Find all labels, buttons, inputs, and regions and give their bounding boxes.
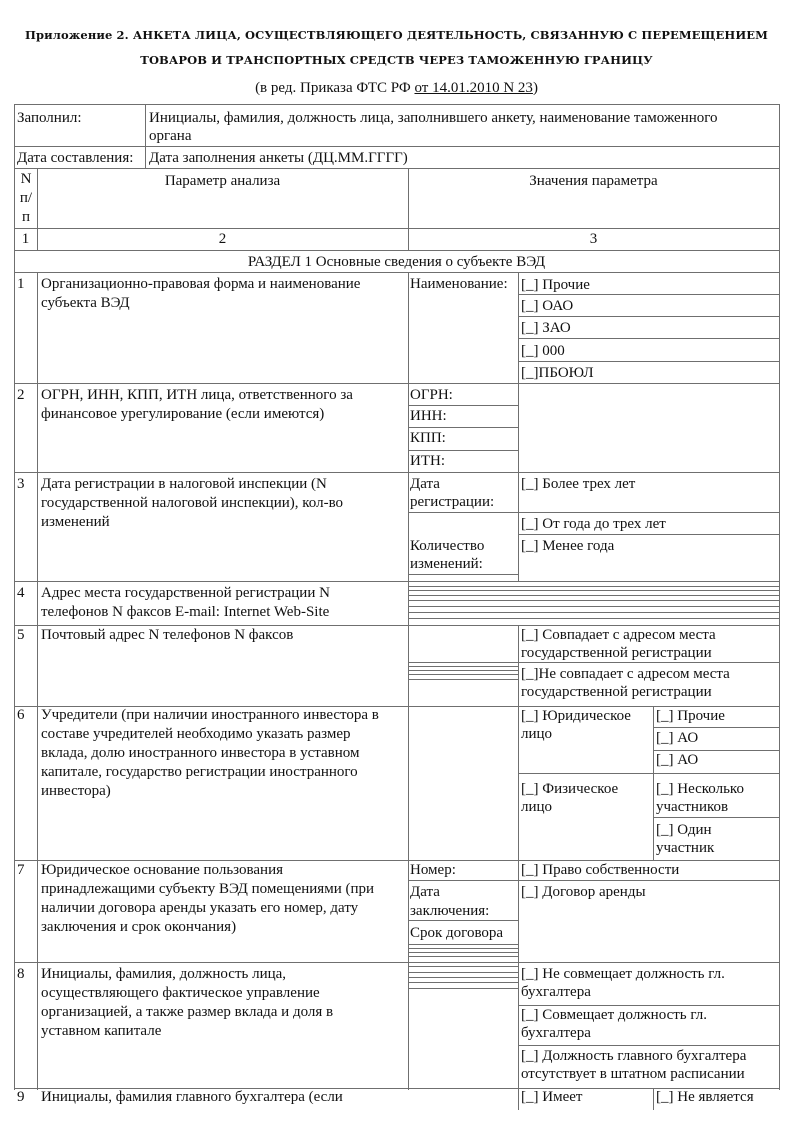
id-code-label: КПП: [410,430,446,446]
grid-rule-h [518,361,779,362]
grid-rule-v [518,472,519,581]
row-r4-parameter-line: телефонов N факсов E-mail: Internet Web-Site [41,604,330,620]
grid-rule-h [14,228,779,229]
grid-rule-h [408,982,518,983]
legal-entity-option[interactable]: [_] АО [656,730,699,746]
row-r7-parameter-line: принадлежащими субъекту ВЭД помещениями (при [41,881,375,897]
grid-rule-v [518,1088,519,1110]
filled-by-label: Заполнил: [17,110,82,126]
grid-rule-v [518,962,519,1088]
natural-person-single-line[interactable]: участник [656,840,715,856]
postal-address-option-match-line[interactable]: государственной регистрации [521,645,712,661]
founder-legal-entity-line[interactable]: лицо [521,726,553,742]
registration-age-option[interactable]: [_] Менее года [521,538,615,554]
registration-age-option[interactable]: [_] От года до трех лет [521,516,666,532]
accountant-option[interactable]: [_] Не является [656,1089,754,1105]
grid-rule-h [14,168,779,169]
org-form-option[interactable]: [_] ЗАО [521,320,571,336]
row-r8-parameter-line: уставном капитале [41,1023,162,1039]
column-index-1: 1 [21,231,30,247]
row-r1-parameter-line: субъекта ВЭД [41,295,130,311]
chief-accountant-option-line[interactable]: бухгалтера [521,984,591,1000]
founder-natural-person-line[interactable]: [_] Физическое [521,781,619,797]
row-r6-parameter-line: инвестора) [41,783,111,799]
grid-rule-h [408,606,779,607]
chief-accountant-option-line[interactable]: бухгалтера [521,1025,591,1041]
grid-rule-v [653,1088,654,1110]
grid-rule-h [518,316,779,317]
row-number: 1 [17,276,25,292]
row-r8-parameter-line: организацией, а также размер вклада и доля в [41,1004,334,1020]
grid-rule-h [14,146,779,147]
grid-rule-v [518,625,519,706]
grid-rule-v [14,104,15,1090]
id-code-label: ОГРН: [410,387,453,403]
row-r9-parameter: Инициалы, фамилия главного бухгалтера (если [41,1089,343,1105]
row-r7-parameter-line: наличии договора аренды указать его номер, дату [41,900,359,916]
name-label: Наименование: [410,276,508,292]
grid-rule-h [408,966,518,967]
grid-rule-h [518,1045,779,1046]
row-number: 3 [17,476,25,492]
grid-rule-h [408,595,779,596]
edition-suffix: ) [532,80,538,96]
grid-rule-h [518,534,779,535]
id-code-label: ИНН: [410,408,447,424]
grid-rule-h [408,679,518,680]
grid-rule-h [408,956,518,957]
row-r6-parameter-line: Учредители (при наличии иностранного инвестора в [41,707,379,723]
grid-rule-h [408,574,518,575]
chief-accountant-option-line[interactable]: [_] Не совмещает должность гл. [521,966,725,982]
grid-rule-h [14,250,779,251]
grid-rule-h [408,662,518,663]
chief-accountant-option-line[interactable]: [_] Совмещает должность гл. [521,1007,708,1023]
grid-rule-v [145,104,146,168]
id-code-label: ИТН: [410,453,445,469]
grid-rule-v [653,706,654,860]
row-r7-parameter-line: заключения и срок окончания) [41,919,237,935]
column-num-header-line: п [21,209,31,225]
postal-address-option-differ-line[interactable]: государственной регистрации [521,684,712,700]
grid-rule-v [37,272,38,1090]
row-r4-parameter-line: Адрес места государственной регистрации N [41,585,330,601]
grid-rule-h [408,512,779,513]
grid-rule-h [14,383,779,384]
grid-rule-h [408,600,779,601]
grid-rule-h [408,450,518,451]
grid-rule-h [408,952,518,953]
row-number: 2 [17,387,25,403]
grid-rule-h [408,674,518,675]
natural-person-several-line[interactable]: участников [656,799,729,815]
grid-rule-v [518,706,519,860]
column-num-header-line: N [20,171,32,187]
section-1-title: РАЗДЕЛ 1 Основные сведения о субъекте ВЭД [247,254,546,270]
chief-accountant-option-line[interactable]: отсутствует в штатном расписании [521,1066,745,1082]
grid-rule-h [408,977,518,978]
org-form-option[interactable]: [_]ПБОЮЛ [521,365,594,381]
row-number: 6 [17,707,25,723]
grid-rule-h [408,666,518,667]
grid-rule-h [14,104,779,105]
grid-rule-h [408,670,518,671]
grid-rule-h [408,944,518,945]
document-title-line-1: Приложение 2. АНКЕТА ЛИЦА, ОСУЩЕСТВЛЯЮЩЕГО ДЕЯТЕЛЬНОСТЬ, СВЯЗАННУЮ С ПЕРЕМЕЩЕНИЕМ [25,28,768,42]
row-number: 5 [17,627,25,643]
filled-by-value-line: органа [149,128,192,144]
legal-entity-option[interactable]: [_] АО [656,752,699,768]
premises-basis-option[interactable]: [_] Право собственности [521,862,680,878]
grid-rule-v [408,272,409,1090]
contract-date-label: Дата [410,884,440,900]
grid-rule-h [408,586,779,587]
changes-count-label-line: изменений: [410,556,483,572]
grid-rule-h [408,618,779,619]
grid-rule-h [14,581,779,582]
row-r2-parameter-line: ОГРН, ИНН, КПП, ИТН лица, ответственного за [41,387,353,403]
contract-date-label-2: заключения: [410,903,490,919]
legal-entity-option[interactable]: [_] Прочие [656,708,725,724]
grid-rule-h [408,948,518,949]
row-r5-parameter-line: Почтовый адрес N телефонов N факсов [41,627,294,643]
row-r7-parameter-line: Юридическое основание пользования [41,862,284,878]
row-r3-parameter-line: изменений [41,514,110,530]
row-r6-parameter-line: составе учредителей необходимо указать размер [41,726,351,742]
founder-natural-person-line[interactable]: лицо [521,799,553,815]
row-r3-parameter-line: государственной налоговой инспекции), кол-во [41,495,344,511]
column-param-header: Параметр анализа [164,173,281,189]
grid-rule-h [14,272,779,273]
postal-address-option-differ-line[interactable]: [_]Не совпадает с адресом места [521,666,730,682]
grid-rule-h [408,988,518,989]
grid-rule-h [14,472,779,473]
grid-rule-v [518,383,519,472]
row-number: 8 [17,966,25,982]
column-index-3: 3 [589,231,598,247]
grid-rule-v [518,272,519,383]
natural-person-single-line[interactable]: [_] Один [656,822,712,838]
grid-rule-v [518,860,519,962]
row-number: 7 [17,862,25,878]
contract-number-label: Номер: [410,862,456,878]
grid-rule-h [518,338,779,339]
registration-date-label-line: Дата [410,476,440,492]
edition-prefix: (в ред. Приказа ФТС РФ [255,80,415,96]
grid-rule-h [653,727,779,728]
founder-legal-entity-line[interactable]: [_] Юридическое [521,708,631,724]
column-num-header-line: п/ [19,190,33,206]
column-value-header: Значения параметра [529,173,658,189]
row-r3-parameter-line: Дата регистрации в налоговой инспекции (N [41,476,327,492]
registration-age-option[interactable]: [_] Более трех лет [521,476,636,492]
org-form-option[interactable]: [_] Прочие [521,277,590,293]
org-form-option[interactable]: [_] 000 [521,343,565,359]
date-label: Дата составления: [17,150,134,166]
edition-order-link[interactable]: от 14.01.2010 N 23 [414,80,533,96]
row-r8-parameter-line: Инициалы, фамилия, должность лица, [41,966,287,982]
row-number: 9 [17,1089,25,1105]
filled-by-value-line: Инициалы, фамилия, должность лица, заполнившего анкету, наименование таможенного [149,110,718,126]
grid-rule-v [779,104,780,1090]
grid-rule-h [408,880,779,881]
grid-rule-h [408,427,518,428]
grid-rule-h [14,962,779,963]
premises-basis-option[interactable]: [_] Договор аренды [521,884,646,900]
row-number: 4 [17,585,25,601]
postal-address-option-match-line[interactable]: [_] Совпадает с адресом места [521,627,716,643]
row-r6-parameter-line: вклада, долю иностранного инвестора в уставном [41,745,360,761]
grid-rule-h [408,612,779,613]
chief-accountant-option-line[interactable]: [_] Должность главного бухгалтера [521,1048,747,1064]
row-r8-parameter-line: осуществляющего фактическое управление [41,985,320,1001]
natural-person-several-line[interactable]: [_] Несколько [656,781,744,797]
changes-count-label-line: Количество [410,538,485,554]
column-index-2: 2 [218,231,227,247]
row-r2-parameter-line: финансовое урегулирование (если имеются) [41,406,325,422]
row-r1-parameter-line: Организационно-правовая форма и наименование [41,276,361,292]
grid-rule-h [408,972,518,973]
org-form-option[interactable]: [_] ОАО [521,298,574,314]
document-title-line-2: ТОВАРОВ И ТРАНСПОРТНЫХ СРЕДСТВ ЧЕРЕЗ ТАМОЖЕННУЮ ГРАНИЦУ [140,53,653,67]
grid-rule-h [408,590,779,591]
contract-term-label: Срок договора [410,925,504,941]
accountant-option[interactable]: [_] Имеет [521,1089,583,1105]
date-value: Дата заполнения анкеты (ДЦ.ММ.ГГГГ) [149,150,408,166]
grid-rule-h [518,773,779,774]
grid-rule-h [408,405,518,406]
row-r6-parameter-line: капитале, государство регистрации иностранного [41,764,358,780]
grid-rule-h [653,817,779,818]
registration-date-label-line: регистрации: [410,494,495,510]
